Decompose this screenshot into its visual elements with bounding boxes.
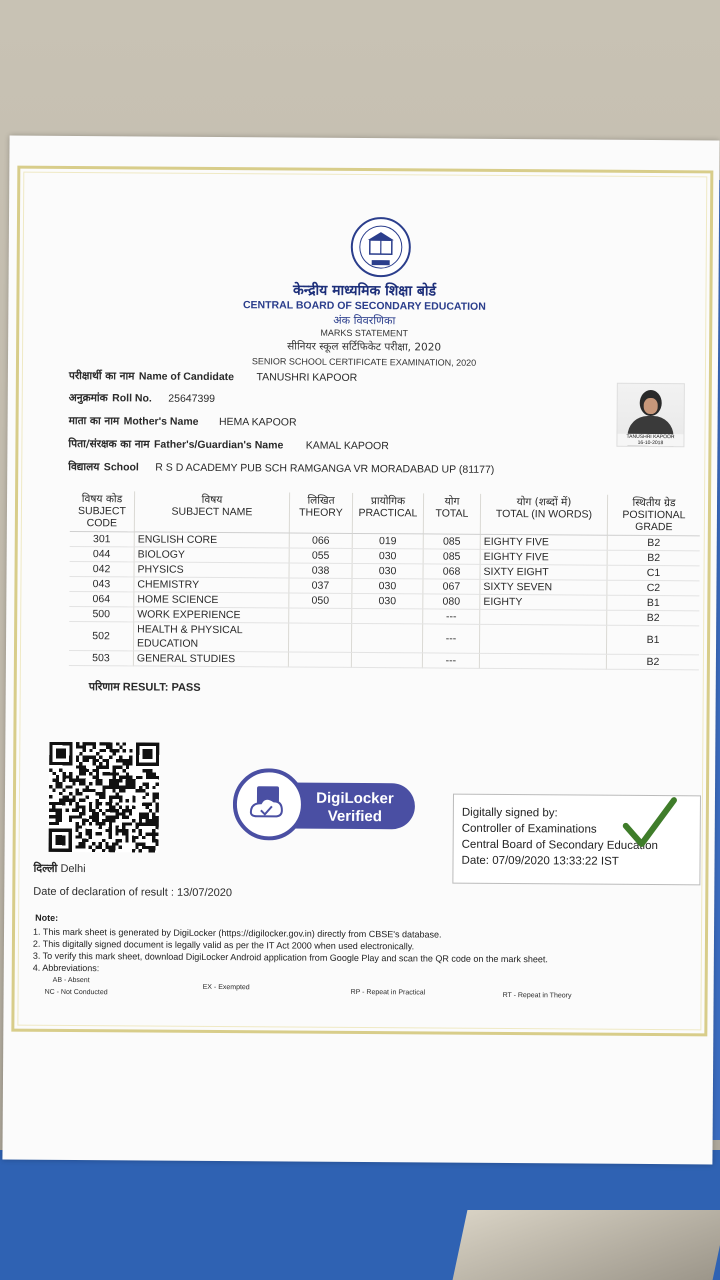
digital-signature-box	[452, 794, 701, 886]
school-label-hi: विद्यालय	[68, 460, 100, 474]
cell-practical: 030	[352, 593, 423, 608]
checkmark-icon	[622, 796, 678, 848]
mother-label-hi: माता का नाम	[68, 414, 120, 428]
marks-table	[69, 491, 700, 670]
note-3: 3. To verify this mark sheet, download DigiLocker Android application from Google Play and scan the QR code on the mark sheet.	[32, 950, 548, 965]
digilocker-line1: DigiLocker	[316, 789, 394, 808]
cell-name: PHYSICS	[134, 562, 289, 578]
cell-theory: 038	[289, 563, 352, 578]
cell-code: 044	[70, 546, 135, 561]
cell-total: 085	[423, 534, 480, 549]
cell-name: GENERAL STUDIES	[133, 651, 288, 667]
cell-name: WORK EXPERIENCE	[134, 607, 289, 623]
signature-line1: Digitally signed by:	[461, 806, 558, 820]
marks-table-body	[69, 531, 700, 669]
declaration-date: Date of declaration of result : 13/07/2020	[33, 885, 233, 900]
cell-words: EIGHTY FIVE	[480, 549, 607, 565]
cell-code: 043	[69, 576, 134, 591]
abbr-rp: RP - Repeat in Practical	[350, 988, 426, 997]
notes-title: Note:	[35, 912, 59, 923]
table-row	[69, 650, 699, 669]
header-total-words: योग (शब्दों में) TOTAL (IN WORDS)	[480, 494, 607, 535]
cell-grade: B2	[607, 610, 700, 626]
candidate-photo	[616, 383, 684, 447]
cell-practical: 030	[352, 578, 423, 593]
marksheet-paper	[2, 136, 719, 1165]
note-1: 1. This mark sheet is generated by DigiLocker (https://digilocker.gov.in) directly from CBSE's database.	[32, 926, 442, 940]
digilocker-line2: Verified	[327, 807, 382, 826]
cell-total: 085	[423, 549, 480, 564]
cell-code: 042	[70, 561, 135, 576]
place-row	[33, 861, 85, 876]
cell-words: EIGHTY	[480, 594, 607, 610]
result-row	[89, 679, 201, 695]
blue-folder	[0, 1150, 720, 1280]
cell-total: ---	[423, 609, 480, 624]
table-row	[69, 621, 699, 654]
marks-table-header	[70, 491, 700, 536]
school-label-en: School	[103, 461, 139, 474]
candidate-name-value: TANUSHRI KAPOOR	[256, 371, 358, 384]
cell-grade: B2	[607, 550, 700, 566]
marksheet-frame	[11, 166, 713, 1037]
cell-words: EIGHTY FIVE	[480, 534, 607, 550]
cell-name: ENGLISH CORE	[134, 532, 289, 548]
roll-row	[69, 388, 215, 407]
cell-theory	[288, 652, 351, 667]
cell-code: 503	[69, 650, 134, 665]
signature-line3: Central Board of Secondary Education	[461, 838, 658, 853]
father-row	[68, 434, 389, 454]
cell-name: CHEMISTRY	[134, 577, 289, 593]
candidate-name-label-en: Name of Candidate	[138, 370, 235, 384]
header-grade: स्थितीय ग्रेड POSITIONAL GRADE	[607, 495, 700, 536]
header-practical: प्रायोगिक PRACTICAL	[352, 493, 423, 534]
abbr-ab: AB - Absent	[52, 976, 90, 985]
header-subject: विषय SUBJECT NAME	[134, 491, 289, 533]
father-label-hi: पिता/संरक्षक का नाम	[68, 437, 150, 451]
cell-total: 067	[423, 579, 480, 594]
cell-practical: 030	[352, 563, 423, 578]
header-code: विषय कोड SUBJECT CODE	[70, 491, 135, 532]
roll-label-en: Roll No.	[112, 392, 152, 405]
cell-words	[480, 609, 607, 625]
cell-practical: 019	[352, 533, 423, 548]
place-hindi: दिल्ली	[33, 861, 58, 875]
cell-code: 500	[69, 606, 134, 621]
abbr-rt: RT - Repeat in Theory	[502, 991, 572, 1000]
roll-label-hi: अनुक्रमांक	[68, 391, 108, 405]
cell-code: 064	[69, 591, 134, 606]
cell-grade: B2	[606, 654, 699, 670]
result-value: PASS	[171, 681, 201, 694]
cell-name: HEALTH & PHYSICAL EDUCATION	[133, 622, 288, 652]
cell-name: BIOLOGY	[134, 547, 289, 563]
mother-label-en: Mother's Name	[123, 415, 199, 428]
header-total: योग TOTAL	[423, 493, 480, 534]
cell-practical	[351, 623, 422, 652]
digilocker-verified-badge	[233, 768, 419, 841]
cell-grade: B1	[606, 625, 699, 655]
cell-words: SIXTY SEVEN	[480, 579, 607, 595]
doc-title-english: MARKS STATEMENT	[320, 327, 409, 339]
tape-strip	[453, 1210, 720, 1280]
cell-words	[479, 653, 606, 669]
cell-code: 502	[69, 621, 134, 650]
header-theory: लिखित THEORY	[289, 492, 352, 533]
cell-theory: 037	[289, 578, 352, 593]
cell-practical	[352, 608, 423, 623]
cell-grade: B1	[607, 595, 700, 611]
candidate-name-label-hi: परीक्षार्थी का नाम	[68, 369, 135, 383]
result-label-hi: परिणाम	[88, 680, 120, 694]
photo-caption: TANUSHRI KAPOOR 16-10-2018	[617, 434, 683, 446]
cell-total: 068	[423, 564, 480, 579]
verification-qr-code[interactable]	[49, 742, 160, 853]
board-name-hindi: केन्द्रीय माध्यमिक शिक्षा बोर्ड	[292, 282, 437, 300]
note-2: 2. This digitally signed document is legally valid as per the IT Act 2000 when used electronically.	[32, 938, 415, 952]
mother-value: HEMA KAPOOR	[218, 416, 297, 429]
board-name-english: CENTRAL BOARD OF SECONDARY EDUCATION	[242, 299, 486, 313]
cbse-logo-icon	[350, 216, 412, 278]
doc-title-hindi: अंक विवरणिका	[333, 313, 396, 328]
father-value: KAMAL KAPOOR	[305, 439, 389, 453]
cell-words	[479, 624, 606, 654]
cell-total: ---	[422, 624, 479, 653]
exam-title-english: SENIOR SCHOOL CERTIFICATE EXAMINATION, 2020	[251, 356, 477, 368]
cell-name: HOME SCIENCE	[134, 592, 289, 608]
cell-theory	[289, 608, 352, 623]
cell-total: 080	[423, 594, 480, 609]
cell-practical: 030	[352, 548, 423, 563]
mother-row	[69, 411, 297, 431]
cell-words: SIXTY EIGHT	[480, 564, 607, 580]
cell-theory	[288, 623, 351, 652]
school-value: R S D ACADEMY PUB SCH RAMGANGA VR MORADABAD UP (81177)	[155, 461, 495, 476]
candidate-name-row	[69, 366, 357, 386]
signature-line2: Controller of Examinations	[461, 822, 597, 836]
signature-line4: Date: 07/09/2020 13:33:22 IST	[461, 854, 619, 868]
cell-practical	[351, 652, 422, 667]
cell-grade: C2	[607, 580, 700, 596]
note-4: 4. Abbreviations:	[32, 962, 100, 974]
father-label-en: Father's/Guardian's Name	[153, 438, 284, 452]
abbr-nc: NC - Not Conducted	[44, 988, 108, 997]
cell-theory: 055	[289, 548, 352, 563]
roll-value: 25647399	[168, 392, 216, 405]
cell-theory: 050	[289, 593, 352, 608]
school-row	[68, 457, 494, 478]
cell-grade: B2	[607, 535, 700, 551]
exam-title-hindi: सीनियर स्कूल सर्टिफिकेट परीक्षा, 2020	[287, 340, 442, 354]
place-english: Delhi	[60, 862, 86, 876]
cell-code: 301	[70, 531, 135, 546]
result-label-en: RESULT:	[122, 681, 169, 694]
cell-total: ---	[422, 653, 479, 668]
cell-theory: 066	[289, 533, 352, 548]
abbr-ex: EX - Exempted	[202, 983, 250, 992]
cell-grade: C1	[607, 565, 700, 581]
